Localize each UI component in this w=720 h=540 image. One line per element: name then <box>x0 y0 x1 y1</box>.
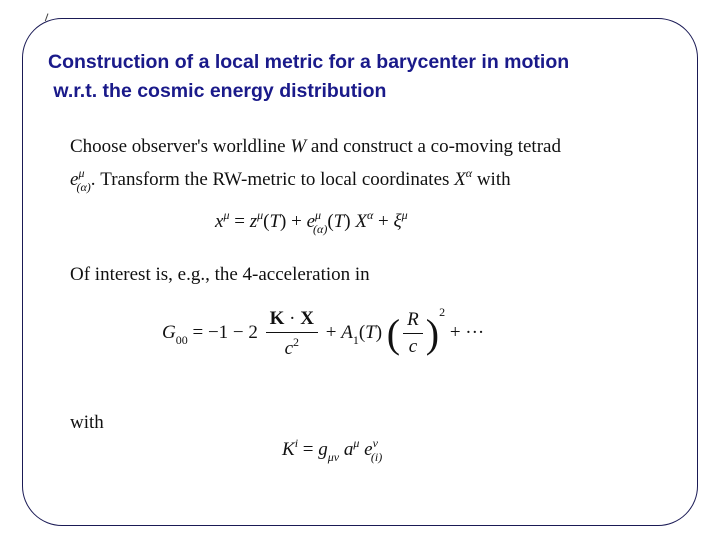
slide-title <box>48 48 708 106</box>
worldline-symbol: W <box>290 136 307 157</box>
fraction-kx: $\frac{K \cdot X}{c^2}$ <box>266 308 318 360</box>
title-line-1: Construction of a local metric for a barycenter in motion <box>48 51 570 73</box>
paragraph-2: Of interest is, e.g., the 4-acceleration in <box>70 264 370 285</box>
paragraph-1-line-1 <box>70 134 561 160</box>
fraction-rc: $\frac{R}{c}$ <box>403 309 423 358</box>
tetrad-symbol: $e^\mu_{(\alpha)}$ <box>70 166 91 194</box>
paragraph-3: with <box>70 412 104 433</box>
coordinate-symbol: X <box>454 169 466 190</box>
equation-1: $x^\mu = z^\mu(T) + e^\mu_{(\alpha)}(T) X^\alpha + \xi^\mu$ <box>215 208 408 236</box>
equation-3: $K^i = g_{\mu\nu}$ $a^\mu$ $e^\nu_{(i)}$ <box>282 436 383 464</box>
text-run: Choose observer's worldline <box>70 136 291 157</box>
text-run: and construct a co-moving tetrad <box>306 136 561 157</box>
equation-2: $G_{00} = -1 - 2$ $\frac{K \cdot X}{c^2}$ + $A_1(T)$ ( $\frac{R}{c}$ )$^2$ + ··· <box>162 305 485 359</box>
title-line-2: w.r.t. the cosmic energy distribution <box>48 80 387 102</box>
text-run: with <box>472 169 511 190</box>
text-run: . Transform the RW-metric to local coordinates <box>90 169 455 190</box>
paragraph-1-line-2: $e^\mu_{(\alpha)}$. Transform the RW-metric to local coordinates $X^\alpha$ with <box>70 166 511 194</box>
